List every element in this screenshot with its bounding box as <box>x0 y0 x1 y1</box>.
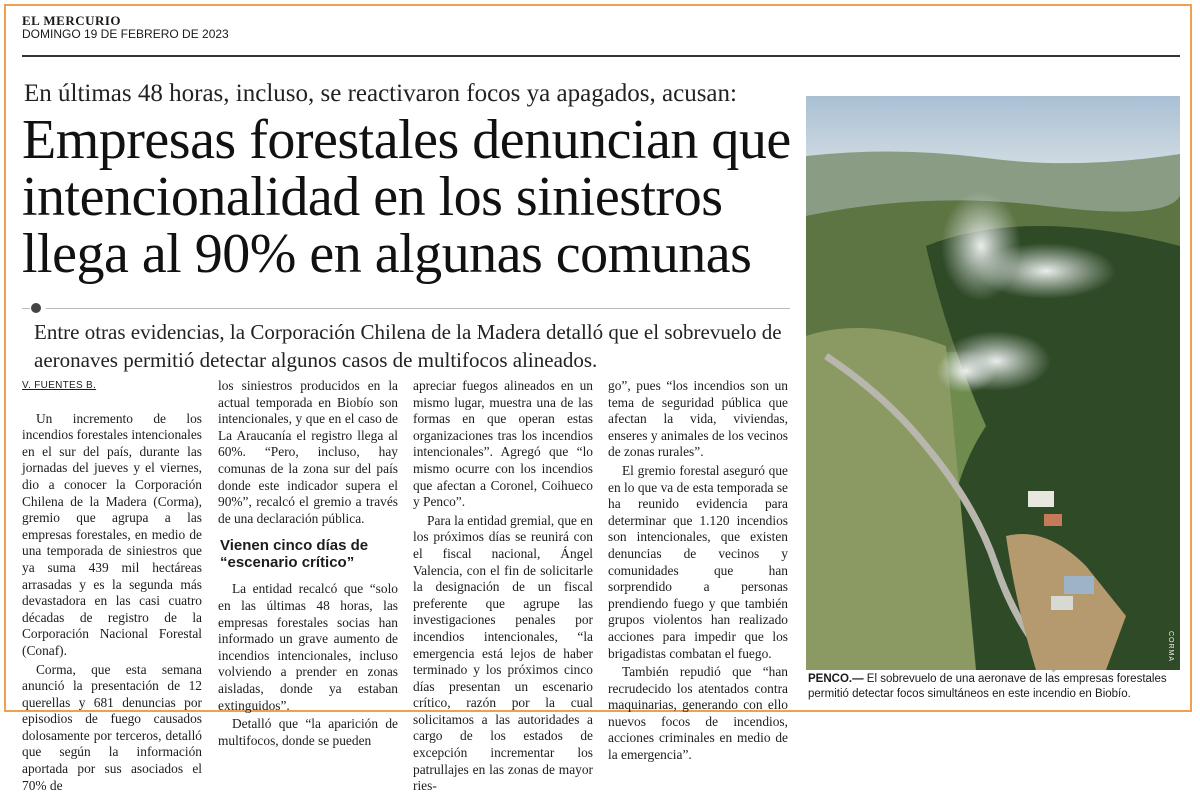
column-4 <box>608 378 788 763</box>
paragraph: apreciar fuegos alineados en un mismo lugar, muestra una de las formas en que operan estas organizaciones tras los incendios intencionales”. Agregó que “lo mismo ocurre con los incendios que afectan a Coronel, Coihueco y Penco”. <box>413 378 593 510</box>
paragraph: go”, pues “los incendios son un tema de seguridad pública que afectan la vida, viviendas, enseres y animales de los vecinos de zonas rurales”. <box>608 378 788 460</box>
article-deck: Entre otras evidencias, la Corporación Chilena de la Madera detalló que el sobrevuelo de aeronaves permitió detectar algunos casos de multifocos alineados. <box>34 320 782 372</box>
article-headline: Empresas forestales denuncian que intencionalidad en los siniestros llega al 90% en algunas comunas <box>22 109 791 285</box>
deck-divider-left <box>22 308 30 309</box>
house <box>1051 596 1073 610</box>
paragraph: Corma, que esta semana anunció la presentación de 12 querellas y 681 denuncias por episodios de fuego causados dolosamente por terceros, detalló que según la información aportada por sus asociados el 70% de <box>22 661 202 793</box>
paragraph: los siniestros producidos en la actual temporada en Biobío son intencionales, y que en el caso de La Araucanía el registro llega al 60%. “Pero, incluso, hay comunas de la zona sur del país donde este indicador supera el 90%”, recalcó el gremio a través de una declaración pública. <box>218 378 398 526</box>
paragraph: Un incremento de los incendios forestales intencionales en el sur del país, durante las jornadas del jueves y el viernes, dio a conocer la Corporación Chilena de la Madera (Corma), gremio que agrupa a las empresas forestales, en medio de una temporada de siniestros que ya suma 439 mil hectáreas arrasadas y es la segunda más devastadora en las casi cuatro décadas de registro de la Corporación Nacional Forestal (Conaf). <box>22 410 202 658</box>
column-3 <box>413 378 593 794</box>
column-1 <box>22 378 202 793</box>
article-subhead: Vienen cinco días de “escenario crítico” <box>220 537 369 572</box>
paragraph: El gremio forestal aseguró que en lo que va de esta temporada se ha reunido evidencia para determinar que 1.120 incendios son intencionales, que existen denuncias de vecinos y comunidades que han sorprendido a personas prendiendo fuego y que también grupos violentos han realizado acciones para impedir que los brigadistas combatan el fuego. <box>608 462 788 661</box>
publication-date: DOMINGO 19 DE FEBRERO DE 2023 <box>22 26 229 41</box>
aerial-fire-photo <box>806 96 1180 670</box>
paragraph: Para la entidad gremial, que en los próximos días se reunirá con el fiscal nacional, Ángel Valencia, con el fin de solicitarle la designación de un fiscal preferente que agrupe las investigaciones penales por incendios intencionales, “la emergencia está lejos de haber terminado y los próximos cinco días presentan un escenario crítico, razón por la cual solicitamos a las autoridades a cargo de los estados de excepción incrementar los patrullajes en las zonas de mayor ries- <box>413 512 593 794</box>
caption-label: PENCO.— <box>808 673 864 685</box>
photo-caption <box>808 672 1180 701</box>
column-2 <box>218 378 398 748</box>
byline: V. FUENTES B. <box>22 380 97 391</box>
article-body <box>0 378 800 794</box>
smoke-plume <box>936 349 996 393</box>
house <box>1064 576 1094 594</box>
paragraph: También repudió que “han recrudecido los atentados contra maquinarias, generando con ello nuevos focos de incendios, acciones criminales en medio de la emergencia”. <box>608 664 788 763</box>
photo-credit: CORMA <box>1167 630 1174 662</box>
house <box>1028 491 1054 507</box>
paragraph: Detalló que “la aparición de multifocos, donde se pueden <box>218 716 398 748</box>
smoke-plume <box>976 243 1116 299</box>
masthead-rule <box>22 55 1180 57</box>
house <box>1044 514 1062 526</box>
caption-text: El sobrevuelo de una aeronave de las empresas forestales permitió detectar focos simultáneos en este incendio en Biobío. <box>808 673 1167 700</box>
publication-name: EL MERCURIO <box>22 13 122 28</box>
deck-divider-dot <box>31 303 41 313</box>
deck-divider-right <box>46 308 790 309</box>
photo-illustration <box>806 96 1180 670</box>
masthead <box>22 14 229 40</box>
paragraph: La entidad recalcó que “solo en las últimas 48 horas, las empresas forestales socias han informado un grave aumento de incendios intencionales, incluso volviendo a prender en zonas aisladas, donde ya estaban extinguidos”. <box>218 581 398 713</box>
article-kicker: En últimas 48 horas, incluso, se reactivaron focos ya apagados, acusan: <box>24 80 737 107</box>
